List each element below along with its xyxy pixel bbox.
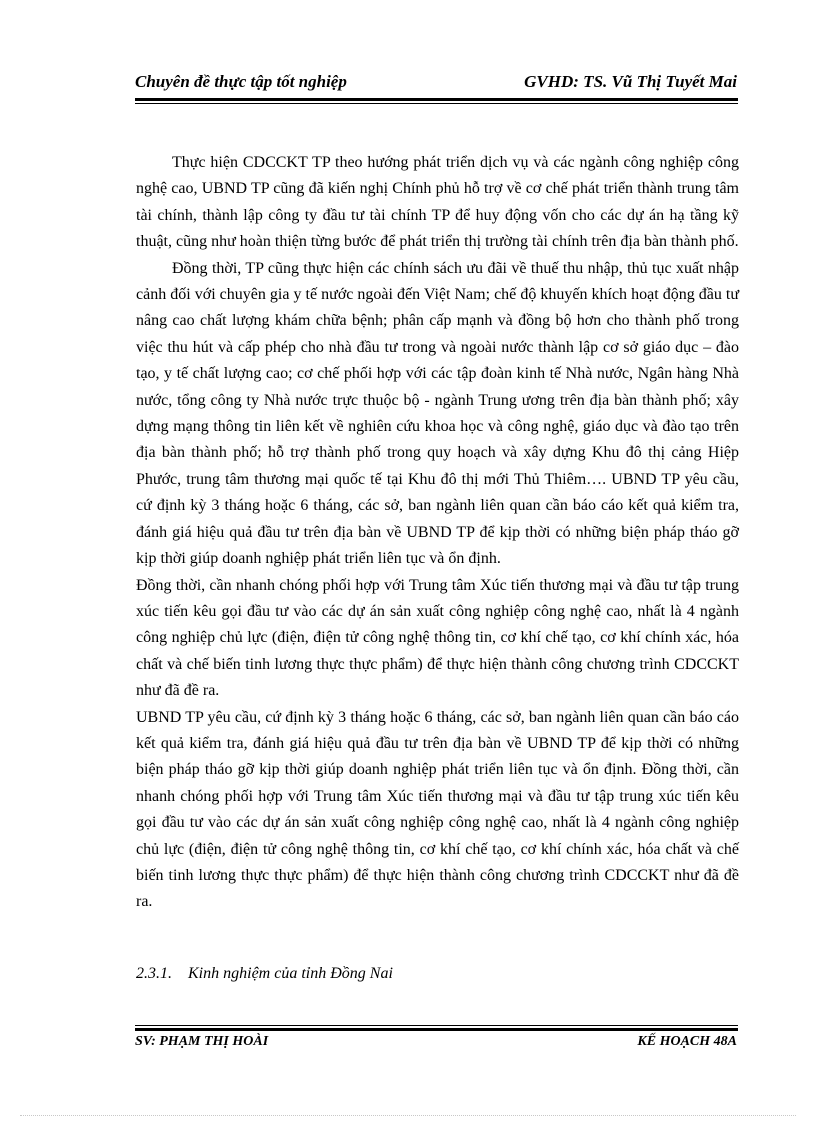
footer-rule-thin [135, 1025, 738, 1026]
section-heading [136, 965, 393, 983]
paragraph-2: Đồng thời, TP cũng thực hiện các chính sách ưu đãi về thuế thu nhập, thủ tục xuất nhập cảnh đối với chuyên gia y tế nước ngoài đến Việt Nam; chế độ khuyến khích hoạt động đầu tư nâng cao chất lượng khám chữa bệnh; phân cấp mạnh và đồng bộ hơn cho thành phố trong việc thu hút và cấp phép cho nhà đầu tư trong và ngoài nước thành lập cơ sở giáo dục – đào tạo, y tế chất lượng cao; cơ chế phối hợp với các tập đoàn kinh tế Nhà nước, Ngân hàng Nhà nước, tổng công ty Nhà nước trực thuộc bộ - ngành Trung ương trên địa bàn thành phố; xây dựng mạng thông tin liên kết về nghiên cứu khoa học và công nghệ, giáo dục và đào tạo trên địa bàn thành phố; hỗ trợ thành phố trong quy hoạch và xây dựng Khu đô thị cảng Hiệp Phước, trung tâm thương mại quốc tế tại Khu đô thị mới Thủ Thiêm…. UBND TP yêu cầu, cứ định kỳ 3 tháng hoặc 6 tháng, các sở, ban ngành liên quan cần báo cáo kết quả kiểm tra, đánh giá hiệu quả đầu tư trên địa bàn về UBND TP để kịp thời có những biện pháp tháo gỡ kịp thời giúp doanh nghiệp phát triển liên tục và ổn định. [136, 259, 739, 568]
paragraph-3: Đồng thời, cần nhanh chóng phối hợp với Trung tâm Xúc tiến thương mại và đầu tư tập trung xúc tiến kêu gọi đầu tư vào các dự án sản xuất công nghiệp công nghệ cao, nhất là 4 ngành công nghiệp chủ lực (điện, điện tử công nghệ thông tin, cơ khí chế tạo, cơ khí chính xác, hóa chất và chế biến tinh lương thực thực phẩm) để thực hiện thành công chương trình CDCCKT như đã đề ra. [136, 576, 739, 700]
header-document-title: Chuyên đề thực tập tốt nghiệp [135, 72, 347, 91]
header-supervisor: GVHD: TS. Vũ Thị Tuyết Mai [524, 72, 737, 91]
footer-student: SV: PHẠM THỊ HOÀI [135, 1034, 269, 1049]
page-footer [135, 1034, 737, 1054]
header-rule-thin [135, 103, 738, 104]
page-header [135, 72, 737, 94]
footer-class: KẾ HOẠCH 48A [637, 1034, 737, 1049]
body-text [136, 150, 739, 916]
paragraph-1: Thực hiện CDCCKT TP theo hướng phát triển dịch vụ và các ngành công nghiệp công nghệ cao, UBND TP cũng đã kiến nghị Chính phủ hỗ trợ về cơ chế phát triển thành trung tâm tài chính, thành lập công ty đầu tư tài chính TP để huy động vốn cho các dự án hạ tầng kỹ thuật, cũng như hoàn thiện từng bước để phát triển thị trường tài chính trên địa bàn thành phố. [136, 154, 739, 251]
section-number: 2.3.1. [136, 965, 172, 982]
header-rule-thick [135, 98, 738, 101]
paragraph-4: UBND TP yêu cầu, cứ định kỳ 3 tháng hoặc 6 tháng, các sở, ban ngành liên quan cần báo cáo kết quả kiểm tra, đánh giá hiệu quả đầu tư trên địa bàn về UBND TP để kịp thời có những biện pháp tháo gỡ kịp thời giúp doanh nghiệp phát triển liên tục và ổn định. Đồng thời, cần nhanh chóng phối hợp với Trung tâm Xúc tiến thương mại và đầu tư tập trung xúc tiến kêu gọi đầu tư vào các dự án sản xuất công nghiệp công nghệ cao, nhất là 4 ngành công nghiệp chủ lực (điện, điện tử công nghệ thông tin, cơ khí chế tạo, cơ khí chính xác, hóa chất và chế biến tinh lương thực thực phẩm) để thực hiện thành công chương trình CDCCKT như đã đề ra. [136, 708, 739, 911]
section-title: Kinh nghiệm của tỉnh Đồng Nai [188, 965, 393, 982]
page-boundary-line [20, 1115, 796, 1116]
footer-rule-thick [135, 1028, 738, 1031]
